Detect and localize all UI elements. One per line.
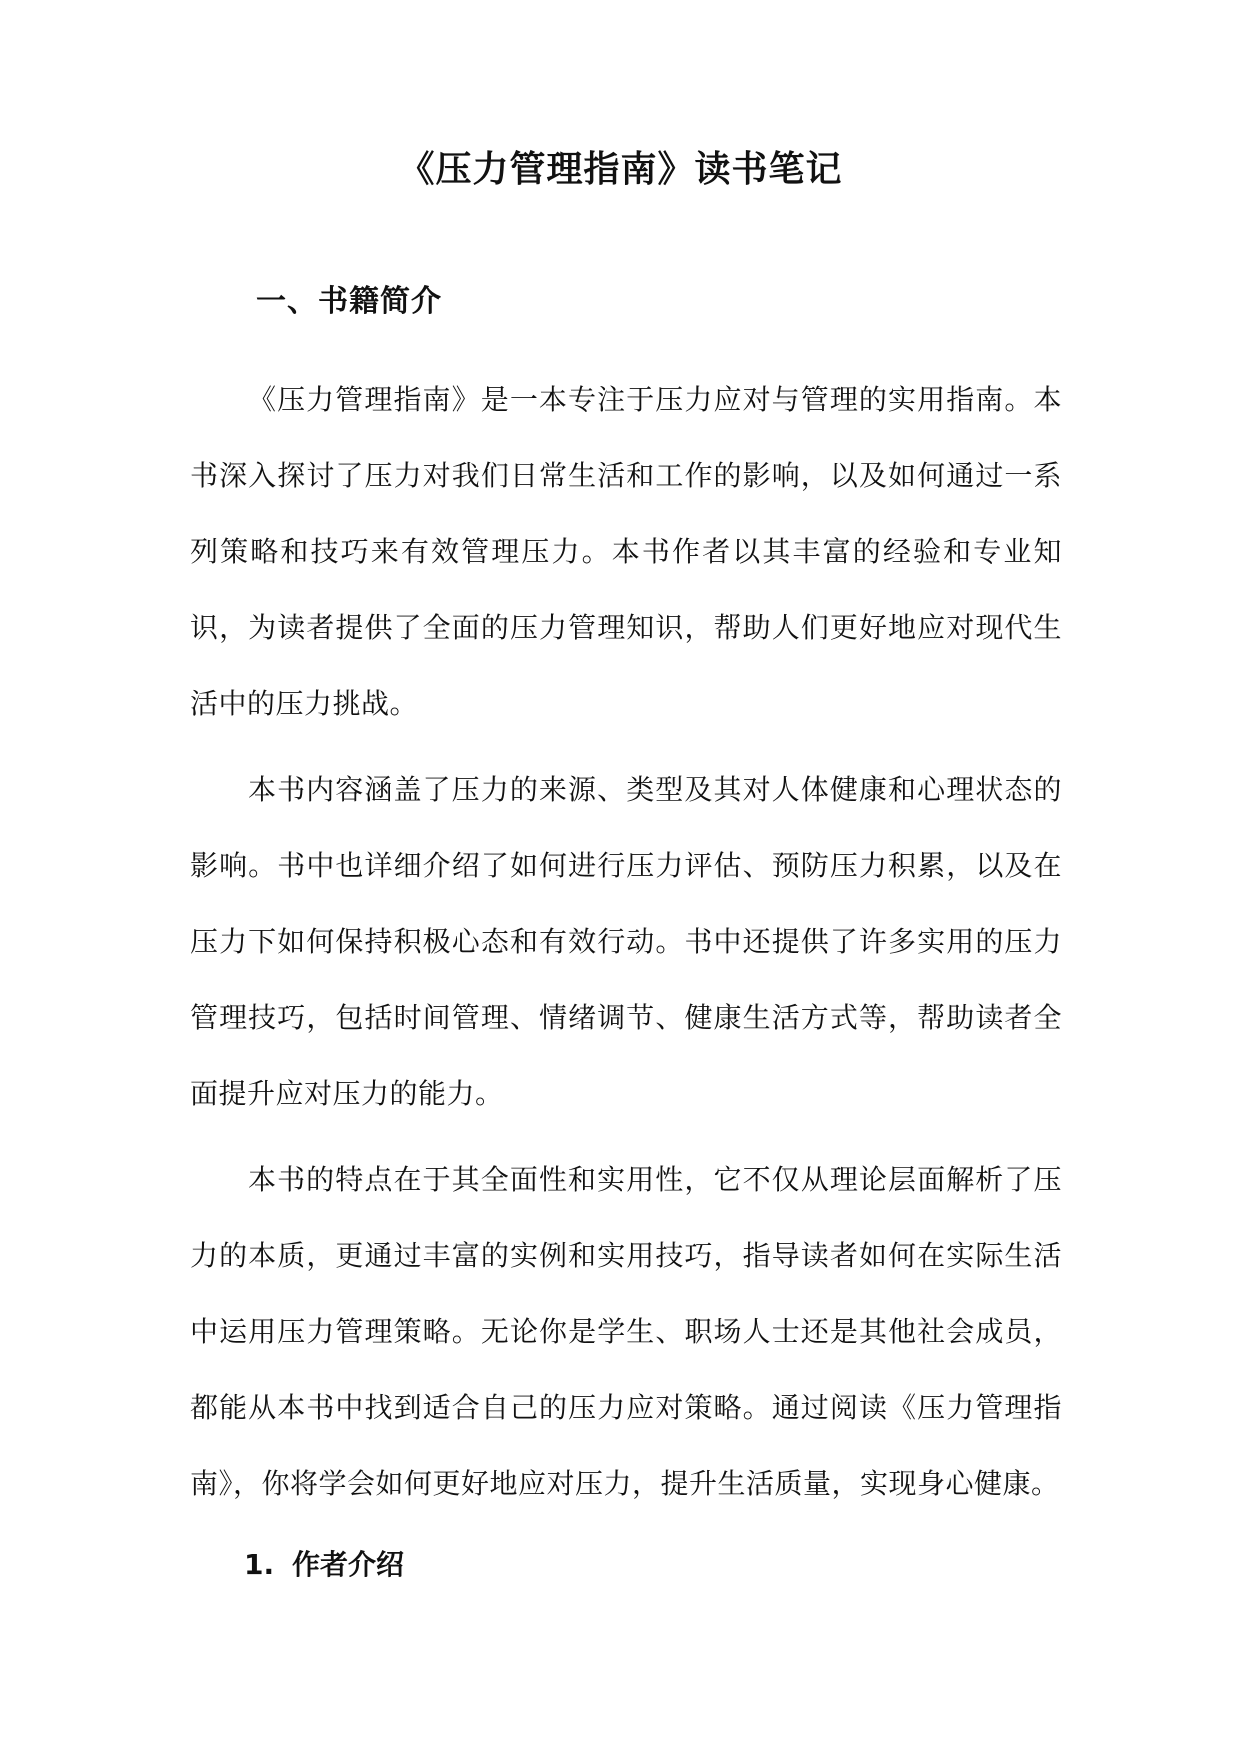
paragraph-1: 《压力管理指南》是一本专注于压力应对与管理的实用指南。本书深入探讨了压力对我们日常生活和工作的影响，以及如何通过一系列策略和技巧来有效管理压力。本书作者以其丰富的经验和专业知识，为读者提供了全面的压力管理知识，帮助人们更好地应对现代生活中的压力挑战。 bbox=[190, 383, 1062, 720]
section-heading: 一、书籍简介 bbox=[256, 284, 442, 319]
section-body bbox=[190, 362, 1062, 1532]
subsection-heading bbox=[244, 1545, 404, 1585]
subsection-number: 1. bbox=[244, 1548, 275, 1581]
subsection-label: 作者介绍 bbox=[292, 1548, 405, 1581]
paragraph-2: 本书内容涵盖了压力的来源、类型及其对人体健康和心理状态的影响。书中也详细介绍了如何进行压力评估、预防压力积累，以及在压力下如何保持积极心态和有效行动。书中还提供了许多实用的压力管理技巧，包括时间管理、情绪调节、健康生活方式等，帮助读者全面提升应对压力的能力。 bbox=[190, 773, 1062, 1110]
document-title: 《压力管理指南》读书笔记 bbox=[398, 149, 843, 190]
paragraph-3: 本书的特点在于其全面性和实用性，它不仅从理论层面解析了压力的本质，更通过丰富的实例和实用技巧，指导读者如何在实际生活中运用压力管理策略。无论你是学生、职场人士还是其他社会成员，都能从本书中找到适合自己的压力应对策略。通过阅读《压力管理指南》，你将学会如何更好地应对压力，提升生活质量，实现身心健康。 bbox=[190, 1163, 1062, 1500]
